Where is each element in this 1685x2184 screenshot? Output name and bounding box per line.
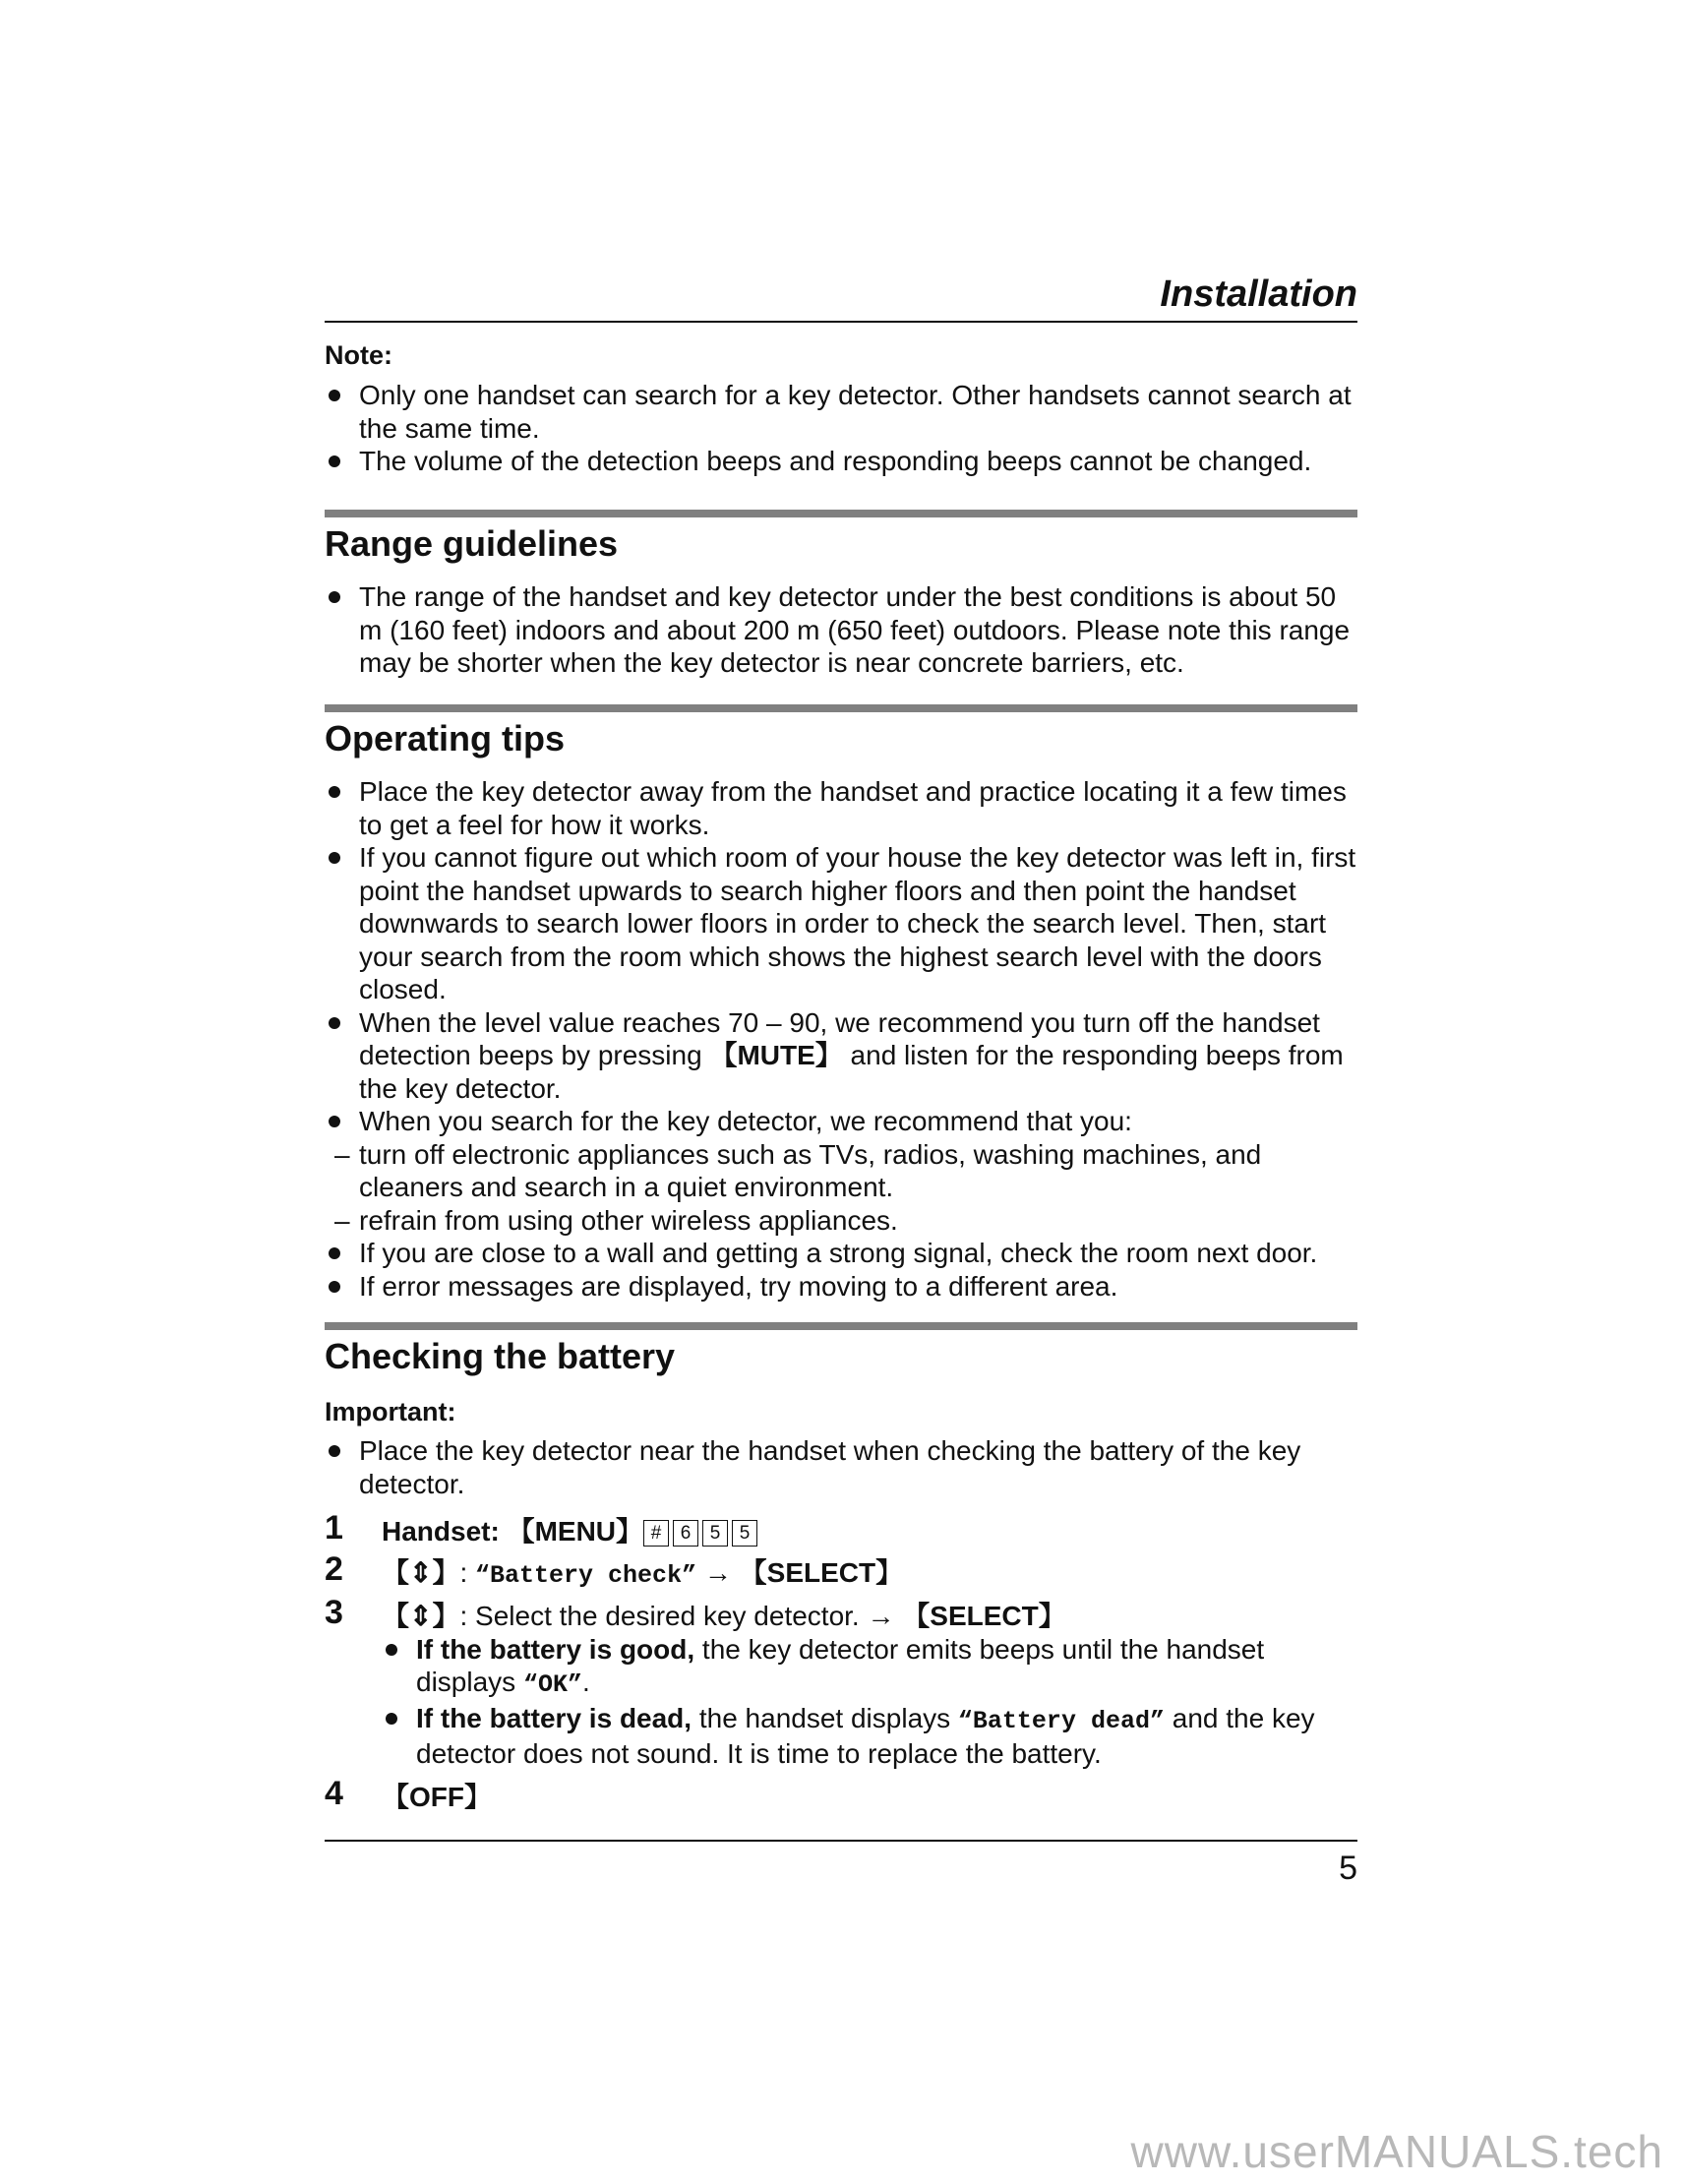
list-item: If you cannot figure out which room of your house the key detector was left in, first point the handset upwards to search higher floors and then point the handset downwards to search lower floors in order to check the search level. Then, start your search from the room which shows the highest search level with the doors closed.	[325, 841, 1357, 1006]
select-key: 【SELECT】	[902, 1601, 1066, 1631]
bullet-icon	[329, 390, 340, 401]
list-item: Place the key detector away from the handset and practice locating it a few times to get a feel for how it works.	[325, 775, 1357, 841]
section-divider	[325, 510, 1357, 517]
section-title-range: Range guidelines	[325, 523, 619, 564]
dash-icon: –	[334, 1204, 350, 1236]
bullet-icon	[329, 1116, 340, 1127]
bullet-icon	[386, 1644, 397, 1656]
range-list	[325, 580, 1357, 680]
step-number: 4	[325, 1774, 343, 1812]
menu-key: 【MENU】	[507, 1516, 644, 1547]
display-text: “OK”	[522, 1670, 582, 1699]
list-item: When the level value reaches 70 – 90, we recommend you turn off the handset detection beeps by pressing 【MUTE】 and listen for the responding beeps from the key detector.	[325, 1006, 1357, 1106]
section-divider	[325, 704, 1357, 712]
bullet-icon	[329, 455, 340, 467]
note-label: Note:	[325, 340, 392, 370]
key-box-hash: #	[643, 1520, 669, 1547]
arrow-icon: →	[696, 1557, 740, 1588]
off-key: 【OFF】	[382, 1781, 492, 1812]
important-list	[325, 1434, 1357, 1500]
nav-key-icon: 【⇕】	[382, 1557, 460, 1588]
header-rule	[325, 321, 1357, 323]
bullet-icon	[329, 1281, 340, 1293]
step-3: 3 【⇕】: Select the desired key detector. → 【SELECT】 If the battery is good, the key detector emits beeps until the handset displays “OK”. If the battery is dead, the handset displays “Battery dead” and the key detector does not sound. It is time to replace the battery.	[325, 1600, 1357, 1771]
list-item: If error messages are displayed, try moving to a different area.	[325, 1270, 1357, 1304]
arrow-icon: →	[867, 1601, 903, 1631]
result-item: If the battery is good, the key detector emits beeps until the handset displays “OK”.	[382, 1633, 1357, 1702]
sub-list	[325, 1138, 1357, 1238]
bullet-icon	[329, 1445, 340, 1457]
list-item: The volume of the detection beeps and responding beeps cannot be changed.	[325, 445, 1357, 478]
step-2: 2 【⇕】: “Battery check” → 【SELECT】	[325, 1550, 904, 1590]
key-box-6: 6	[673, 1520, 698, 1547]
dash-icon: –	[334, 1138, 350, 1170]
watermark: www.userMANUALS.tech	[1130, 2126, 1663, 2177]
step-number: 1	[325, 1509, 343, 1547]
step-number: 3	[325, 1594, 343, 1631]
list-item: When you search for the key detector, we recommend that you: – turn off electronic appliances such as TVs, radios, washing machines, and cleaners and search in a quiet environment. – refrain from using other wireless appliances.	[325, 1105, 1357, 1237]
bullet-icon	[329, 1247, 340, 1259]
step-1	[325, 1509, 1357, 1556]
step-3-results	[382, 1633, 1357, 1771]
step-label: Handset:	[382, 1516, 508, 1547]
key-box-5: 5	[702, 1520, 728, 1547]
result-item: If the battery is dead, the handset displays “Battery dead” and the key detector does not sound. It is time to replace the battery.	[382, 1702, 1357, 1771]
battery-steps	[325, 1509, 1357, 1813]
sub-list-item: – refrain from using other wireless appliances.	[334, 1204, 898, 1236]
bullet-icon	[329, 786, 340, 798]
list-item: Only one handset can search for a key detector. Other handsets cannot search at the same time.	[325, 379, 1357, 445]
list-item: The range of the handset and key detector under the best conditions is about 50 m (160 feet) indoors and about 200 m (650 feet) outdoors. Please note this range may be shorter when the key detector is near concrete barriers, etc.	[325, 580, 1357, 680]
step-number: 2	[325, 1550, 343, 1588]
note-list	[325, 379, 1357, 478]
section-header: Installation	[1160, 273, 1357, 315]
section-title-battery: Checking the battery	[325, 1336, 676, 1376]
bullet-icon	[386, 1713, 397, 1725]
display-text: “Battery check”	[475, 1561, 697, 1590]
display-text: “Battery dead”	[957, 1706, 1165, 1735]
sub-list-item: – turn off electronic appliances such as TVs, radios, washing machines, and cleaners and search in a quiet environment.	[334, 1138, 1262, 1202]
section-divider	[325, 1322, 1357, 1330]
page-number: 5	[1339, 1850, 1357, 1887]
tips-list	[325, 775, 1357, 1303]
step-4	[325, 1774, 1357, 1814]
bullet-icon	[329, 852, 340, 864]
section-title-tips: Operating tips	[325, 718, 566, 758]
important-label: Important:	[325, 1397, 456, 1426]
bullet-icon	[329, 1017, 340, 1029]
nav-key-icon: 【⇕】	[382, 1601, 460, 1631]
bullet-icon	[329, 591, 340, 603]
footer-rule	[325, 1840, 1357, 1842]
list-item: Place the key detector near the handset when checking the battery of the key detector.	[325, 1434, 1357, 1500]
key-box-5: 5	[732, 1520, 757, 1547]
list-item: If you are close to a wall and getting a strong signal, check the room next door.	[325, 1237, 1357, 1270]
mute-key: 【MUTE】	[709, 1040, 843, 1070]
select-key: 【SELECT】	[739, 1557, 904, 1588]
